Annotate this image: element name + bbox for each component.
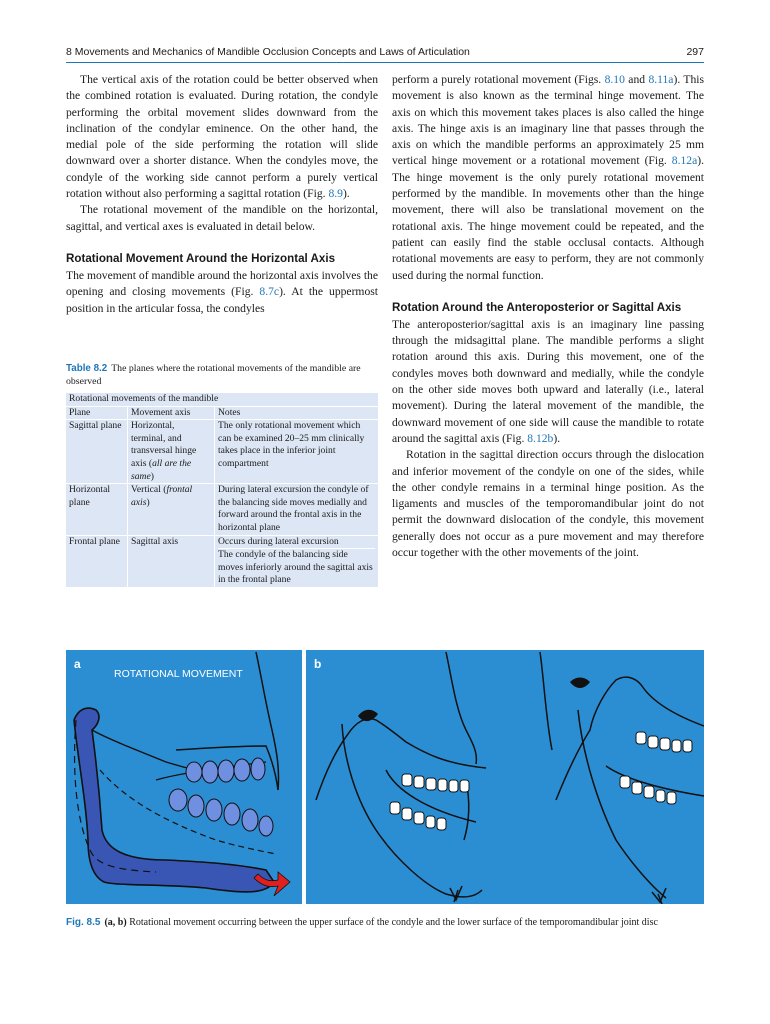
- table-cell: Frontal plane: [66, 535, 128, 587]
- table-label: Table 8.2: [66, 363, 108, 374]
- figure-caption: Fig. 8.5 (a, b) Rotational movement occurring between the upper surface of the condyle and the lower surface of the temporomandibular joint disc: [66, 917, 658, 928]
- rotational-movements-table: [66, 393, 378, 587]
- paragraph: The anteroposterior/sagittal axis is an imaginary line passing through the midsagittal plane. The mandible performs a slight rotation around this axis. During this movement, one of the condyles moves both downward and medially, while the condyle on the other side moves both upward and laterally (i.e., lateral movement). During the lateral movement of the mandible, the downward movement of one side will cause the mandible to rotate around the sagittal axis (Fig. 8.12b).: [392, 317, 704, 445]
- table-cell: Horizontal plane: [66, 484, 128, 535]
- column-header: Movement axis: [128, 406, 215, 420]
- table-cell: Sagittal plane: [66, 420, 128, 484]
- figure-8-5: [66, 650, 704, 904]
- page-number: 297: [686, 46, 704, 58]
- table-cell: Sagittal axis: [128, 535, 215, 587]
- panel-title: ROTATIONAL MOVEMENT: [114, 668, 243, 680]
- table-row: [66, 420, 378, 484]
- paragraph: perform a purely rotational movement (Figs. 8.10 and 8.11a). This movement is also known as the terminal hinge movement. The axis on which this movement takes places is also called the hinge axis. The hinge axis is an imaginary line that passes through the axis on which the mandible performs an approximately 25 mm vertical hinge movement or a rotational movement (Fig. 8.12a). The hinge movement is the only purely rotational movement performed by the mandible. In movements other than the hinge movement, there will also be translational movement on the rotational axis. The hinge movement could be repeated, and the patient can easily find the stable occlusal contacts. Although rotational movements are easy to perform, they are not commonly used during the normal function.: [392, 73, 705, 282]
- figure-reference-link[interactable]: 8.7c: [259, 285, 280, 299]
- column-header: Notes: [215, 406, 379, 420]
- panel-label: a: [74, 657, 81, 671]
- table-cell: During lateral excursion the condyle of the balancing side moves medially and forward around the frontal axis in the horizontal plane: [215, 484, 379, 535]
- figure-panel-b: [306, 650, 704, 904]
- table-header-row: [66, 406, 378, 420]
- table-cell: Occurs during lateral excursion The condyle of the balancing side moves inferiorly around the sagittal axis in the frontal plane: [215, 535, 379, 587]
- rotational-movement-illustration: [66, 650, 302, 904]
- figure-reference-link[interactable]: 8.9: [328, 187, 343, 201]
- figure-panel-a: [66, 650, 302, 904]
- section-heading: Rotational Movement Around the Horizontal Axis: [66, 251, 336, 265]
- panel-label: b: [314, 657, 322, 671]
- paragraph: The movement of mandible around the horizontal axis involves the opening and closing movements (Fig. 8.7c). At the uppermost position in the articular fossa, the condyles: [66, 268, 378, 315]
- figure-reference-link[interactable]: 8.10: [604, 73, 625, 86]
- chapter-title: 8 Movements and Mechanics of Mandible Occlusion Concepts and Laws of Articulation: [66, 46, 470, 58]
- figure-reference-link[interactable]: 8.12b: [527, 431, 554, 445]
- table-row: [66, 535, 378, 587]
- figure-label: Fig. 8.5: [66, 917, 101, 928]
- table-caption: Table 8.2 The planes where the rotational movements of the mandible are observed: [66, 363, 361, 387]
- paragraph: The rotational movement of the mandible on the horizontal, sagittal, and vertical axes is evaluated in detail below.: [66, 203, 378, 233]
- running-header: [66, 44, 704, 63]
- right-column: [392, 72, 704, 561]
- condyle-rotation-illustration: [306, 650, 704, 904]
- column-header: Plane: [66, 406, 128, 420]
- paragraph: The vertical axis of the rotation could be better observed when the combined rotation is evaluated. During rotation, the condyle performing the orbital movement slides downward from the inclination of the condylar eminence. On the other hand, the medial pole of the side performing the rotation will slide downward over a shorter distance. When the condyles move, the condyle of the working side cannot perform a purely vertical rotation without also performing a sagittal rotation (Fig. 8.9).: [66, 73, 378, 201]
- table-title: Rotational movements of the mandible: [66, 393, 378, 406]
- table-cell: Vertical (frontal axis): [128, 484, 215, 535]
- table-title-row: [66, 393, 378, 406]
- table-cell: Horizontal, terminal, and transversal hinge axis (all are the same): [128, 420, 215, 484]
- section-heading: Rotation Around the Anteroposterior or Sagittal Axis: [392, 300, 682, 314]
- table-cell: The only rotational movement which can be examined 20–25 mm clinically takes place in the inferior joint compartment: [215, 420, 379, 484]
- figure-reference-link[interactable]: 8.12a: [671, 154, 698, 168]
- table-row: [66, 484, 378, 535]
- paragraph: Rotation in the sagittal direction occurs through the dislocation and inferior movement of the condyle on one of the sides, while the other condyle remains in a terminal hinge position. As the ligaments and muscles of the temporomandibular joint do not permit the downward dislocation of the condyle, this movement generally does not occur as a pure movement and may therefore occur together with the other movements of the joint.: [392, 448, 704, 560]
- left-column: [66, 72, 378, 317]
- figure-reference-link[interactable]: 8.11a: [648, 73, 674, 86]
